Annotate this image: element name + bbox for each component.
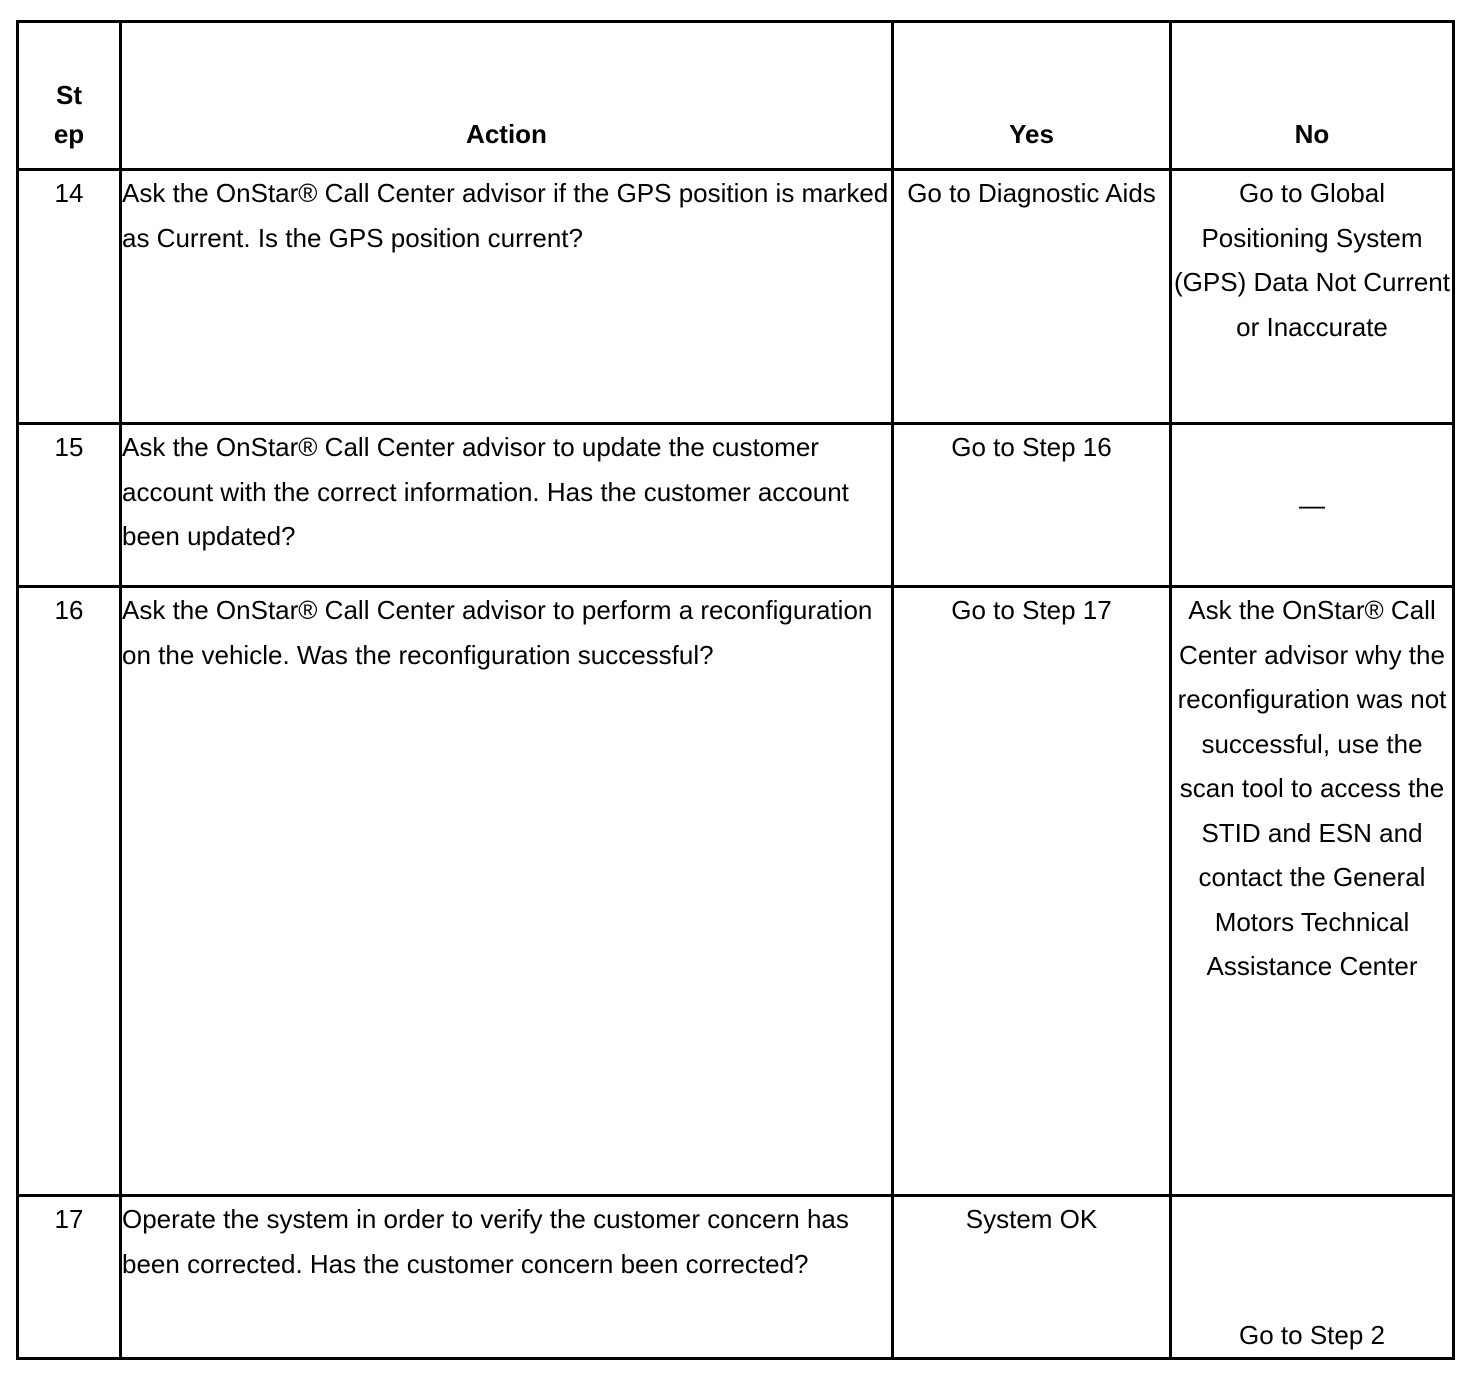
header-step-label: St ep — [53, 80, 85, 149]
step-number: 14 — [18, 170, 121, 424]
table-row — [18, 1196, 1454, 1359]
yes-result: Go to Step 17 — [893, 587, 1171, 1196]
no-result: — — [1171, 424, 1454, 587]
table-row — [18, 587, 1454, 1196]
action-text: Ask the OnStar® Call Center advisor if the GPS position is marked as Current. Is the GPS position current? — [121, 170, 893, 424]
header-yes: Yes — [893, 22, 1171, 170]
table-row — [18, 170, 1454, 424]
table-header-row — [18, 22, 1454, 170]
header-action: Action — [121, 22, 893, 170]
no-result: Go to Global Positioning System (GPS) Data Not Current or Inaccurate — [1171, 170, 1454, 424]
no-result: Ask the OnStar® Call Center advisor why the reconfiguration was not successful, use the scan tool to access the STID and ESN and contact the General Motors Technical Assistance Center — [1171, 587, 1454, 1196]
table-row — [18, 424, 1454, 587]
header-no: No — [1171, 22, 1454, 170]
yes-result: System OK — [893, 1196, 1171, 1359]
no-result: Go to Step 2 — [1171, 1196, 1454, 1359]
yes-result: Go to Step 16 — [893, 424, 1171, 587]
yes-result: Go to Diagnostic Aids — [893, 170, 1171, 424]
header-step — [18, 22, 121, 170]
action-text: Ask the OnStar® Call Center advisor to update the customer account with the correct information. Has the customer account been updated? — [121, 424, 893, 587]
step-number: 17 — [18, 1196, 121, 1359]
step-number: 15 — [18, 424, 121, 587]
step-number: 16 — [18, 587, 121, 1196]
diagnostic-table — [16, 20, 1455, 1360]
action-text: Ask the OnStar® Call Center advisor to perform a reconfiguration on the vehicle. Was the reconfiguration successful? — [121, 587, 893, 1196]
action-text: Operate the system in order to verify the customer concern has been corrected. Has the customer concern been corrected? — [121, 1196, 893, 1359]
